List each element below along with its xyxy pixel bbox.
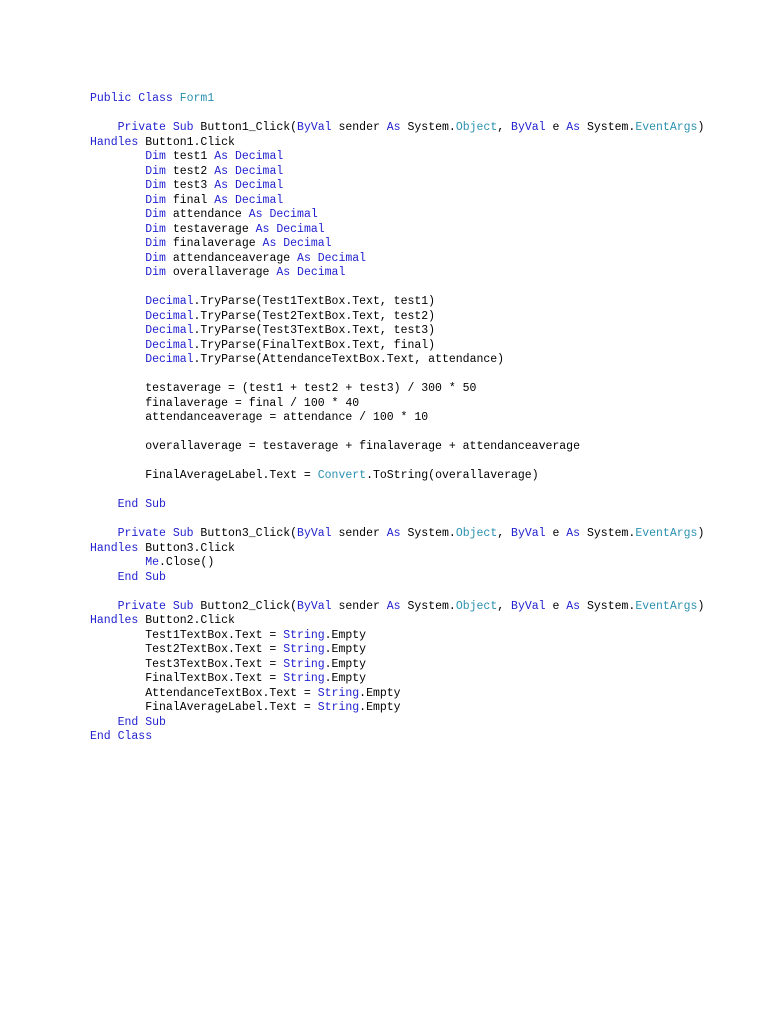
- code-line: [90, 266, 704, 281]
- code-line: [90, 426, 704, 441]
- code-text: sender: [331, 599, 387, 613]
- code-text: Button1.Click: [138, 135, 235, 149]
- code-line: [90, 179, 704, 194]
- code-keyword: As Decimal: [248, 208, 318, 221]
- code-text: Button3_Click(: [200, 527, 298, 540]
- code-line: [90, 136, 704, 151]
- code-keyword: As Decimal: [214, 179, 284, 192]
- code-keyword: String: [317, 686, 360, 700]
- code-text: .Empty: [324, 672, 367, 685]
- code-keyword: ByVal: [511, 527, 546, 540]
- code-line: [90, 208, 704, 223]
- code-text: .Empty: [324, 628, 367, 642]
- code-text: Test2TextBox.Text =: [90, 643, 284, 656]
- code-line: [90, 585, 704, 600]
- code-line: [90, 730, 704, 745]
- code-line: [90, 629, 704, 644]
- code-text: .TryParse(FinalTextBox.Text, final): [193, 338, 436, 352]
- code-line: [90, 701, 704, 716]
- code-line: [90, 150, 704, 165]
- code-keyword: Me: [90, 556, 160, 569]
- code-text: ): [697, 527, 705, 540]
- code-line: [90, 107, 704, 122]
- code-text: overallaverage: [165, 266, 277, 279]
- code-keyword: String: [283, 628, 325, 642]
- code-line: [90, 672, 704, 687]
- code-line: [90, 353, 704, 368]
- code-line: [90, 484, 704, 499]
- code-keyword: Dim: [90, 179, 166, 192]
- code-text: final: [165, 193, 215, 207]
- code-keyword: As: [566, 599, 581, 613]
- code-keyword: ByVal: [511, 599, 546, 613]
- code-keyword: ByVal: [297, 121, 332, 134]
- code-keyword: Dim: [90, 251, 166, 265]
- code-line: [90, 237, 704, 252]
- code-text: System.: [400, 121, 456, 134]
- code-type-name: EventArgs: [635, 527, 698, 540]
- code-text: Button2.Click: [138, 614, 235, 627]
- code-listing: [90, 92, 704, 745]
- code-text: test2: [165, 164, 215, 178]
- code-type-name: EventArgs: [635, 599, 698, 613]
- code-text: finalaverage = final / 100 * 40: [90, 396, 360, 410]
- code-text: attendance: [165, 208, 249, 221]
- code-line: [90, 92, 704, 107]
- code-text: .Empty: [359, 686, 401, 700]
- code-line: [90, 411, 704, 426]
- code-text: AttendanceTextBox.Text =: [90, 686, 318, 700]
- code-text: sender: [331, 527, 387, 540]
- code-keyword: Decimal: [90, 295, 194, 308]
- code-keyword: End Sub: [90, 498, 166, 511]
- code-keyword: Public Class: [90, 92, 180, 105]
- code-text: e: [545, 527, 567, 540]
- code-keyword: End Class: [90, 730, 153, 743]
- code-text: ,: [497, 121, 512, 134]
- code-text: attendanceaverage = attendance / 100 * 10: [90, 411, 429, 424]
- code-line: [90, 455, 704, 470]
- code-line: [90, 324, 704, 339]
- code-line: [90, 121, 704, 136]
- code-text: sender: [331, 121, 387, 134]
- code-text: e: [545, 599, 567, 613]
- code-keyword: Decimal: [90, 353, 194, 366]
- code-text: .TryParse(Test1TextBox.Text, test1): [193, 295, 436, 308]
- code-keyword: As: [386, 121, 401, 134]
- code-keyword: ByVal: [297, 527, 332, 540]
- code-keyword: Decimal: [90, 338, 194, 352]
- code-line: [90, 295, 704, 310]
- code-text: FinalAverageLabel.Text =: [90, 701, 318, 714]
- code-keyword: Decimal: [90, 324, 194, 337]
- code-type-name: Object: [455, 599, 498, 613]
- code-text: .TryParse(Test2TextBox.Text, test2): [193, 309, 436, 323]
- code-text: .TryParse(AttendanceTextBox.Text, attendance): [193, 353, 505, 366]
- code-keyword: As: [386, 527, 401, 540]
- code-keyword: As Decimal: [214, 164, 284, 178]
- code-keyword: As Decimal: [255, 222, 325, 236]
- code-text: ): [697, 599, 705, 613]
- code-keyword: String: [283, 672, 325, 685]
- code-keyword: Private Sub: [90, 121, 201, 134]
- code-text: testaverage: [165, 222, 256, 236]
- code-text: FinalTextBox.Text =: [90, 672, 284, 685]
- code-line: [90, 542, 704, 557]
- code-keyword: Dim: [90, 222, 166, 236]
- code-text: .Close(): [159, 556, 215, 569]
- code-line: [90, 339, 704, 354]
- code-keyword: As Decimal: [214, 193, 284, 207]
- code-keyword: As Decimal: [276, 266, 346, 279]
- code-keyword: Dim: [90, 208, 166, 221]
- code-type-name: Object: [455, 121, 498, 134]
- code-keyword: String: [317, 701, 360, 714]
- code-text: test3: [165, 179, 215, 192]
- code-text: ,: [497, 527, 512, 540]
- code-text: Button3.Click: [138, 541, 235, 555]
- code-line: [90, 600, 704, 615]
- code-keyword: End Sub: [90, 570, 166, 584]
- code-text: .ToString(overallaverage): [366, 469, 539, 482]
- code-line: [90, 614, 704, 629]
- code-text: System.: [580, 121, 636, 134]
- code-text: System.: [400, 599, 456, 613]
- code-line: [90, 687, 704, 702]
- code-line: [90, 716, 704, 731]
- code-keyword: Dim: [90, 237, 166, 250]
- code-keyword: String: [283, 643, 325, 656]
- code-text: .Empty: [359, 701, 401, 714]
- code-keyword: As: [386, 599, 401, 613]
- code-text: .TryParse(Test3TextBox.Text, test3): [193, 324, 436, 337]
- code-text: System.: [400, 527, 456, 540]
- code-text: attendanceaverage: [165, 251, 298, 265]
- code-keyword: Private Sub: [90, 599, 201, 613]
- code-text: Test3TextBox.Text =: [90, 657, 284, 671]
- code-line: [90, 397, 704, 412]
- code-text: ): [697, 121, 705, 134]
- code-text: .Empty: [324, 657, 367, 671]
- code-line: [90, 571, 704, 586]
- code-type-name: Form1: [179, 92, 215, 105]
- code-text: Button1_Click(: [200, 121, 298, 134]
- code-keyword: Decimal: [90, 309, 194, 323]
- code-line: [90, 469, 704, 484]
- code-keyword: Handles: [90, 135, 139, 149]
- code-line: [90, 498, 704, 513]
- code-keyword: As: [566, 527, 581, 540]
- code-type-name: Convert: [317, 469, 367, 482]
- code-line: [90, 527, 704, 542]
- code-keyword: End Sub: [90, 715, 166, 729]
- code-line: [90, 281, 704, 296]
- code-keyword: Dim: [90, 266, 166, 279]
- code-keyword: As: [566, 121, 581, 134]
- code-line: [90, 223, 704, 238]
- code-line: [90, 368, 704, 383]
- code-text: FinalAverageLabel.Text =: [90, 469, 318, 482]
- code-line: [90, 194, 704, 209]
- code-keyword: ByVal: [511, 121, 546, 134]
- code-keyword: Dim: [90, 193, 166, 207]
- code-keyword: Handles: [90, 614, 139, 627]
- code-line: [90, 382, 704, 397]
- code-text: Button2_Click(: [200, 599, 298, 613]
- code-keyword: Private Sub: [90, 527, 201, 540]
- code-text: finalaverage: [165, 237, 263, 250]
- code-keyword: Dim: [90, 164, 166, 178]
- code-type-name: EventArgs: [635, 121, 698, 134]
- code-keyword: Dim: [90, 150, 166, 163]
- code-text: System.: [580, 599, 636, 613]
- code-text: Test1TextBox.Text =: [90, 628, 284, 642]
- code-text: ,: [497, 599, 512, 613]
- code-text: .Empty: [324, 643, 367, 656]
- code-text: e: [545, 121, 567, 134]
- code-text: test1: [165, 150, 215, 163]
- code-keyword: As Decimal: [297, 251, 367, 265]
- code-text: System.: [580, 527, 636, 540]
- code-line: [90, 440, 704, 455]
- code-keyword: As Decimal: [262, 237, 332, 250]
- code-keyword: As Decimal: [214, 150, 284, 163]
- code-line: [90, 252, 704, 267]
- code-text: overallaverage = testaverage + finalaverage + attendanceaverage: [90, 440, 580, 453]
- code-line: [90, 658, 704, 673]
- code-keyword: Handles: [90, 541, 139, 555]
- code-line: [90, 556, 704, 571]
- code-line: [90, 310, 704, 325]
- code-line: [90, 165, 704, 180]
- code-line: [90, 513, 704, 528]
- code-line: [90, 643, 704, 658]
- code-text: testaverage = (test1 + test2 + test3) / 300 * 50: [90, 382, 477, 395]
- code-keyword: String: [283, 657, 325, 671]
- code-type-name: Object: [455, 527, 498, 540]
- code-keyword: ByVal: [297, 599, 332, 613]
